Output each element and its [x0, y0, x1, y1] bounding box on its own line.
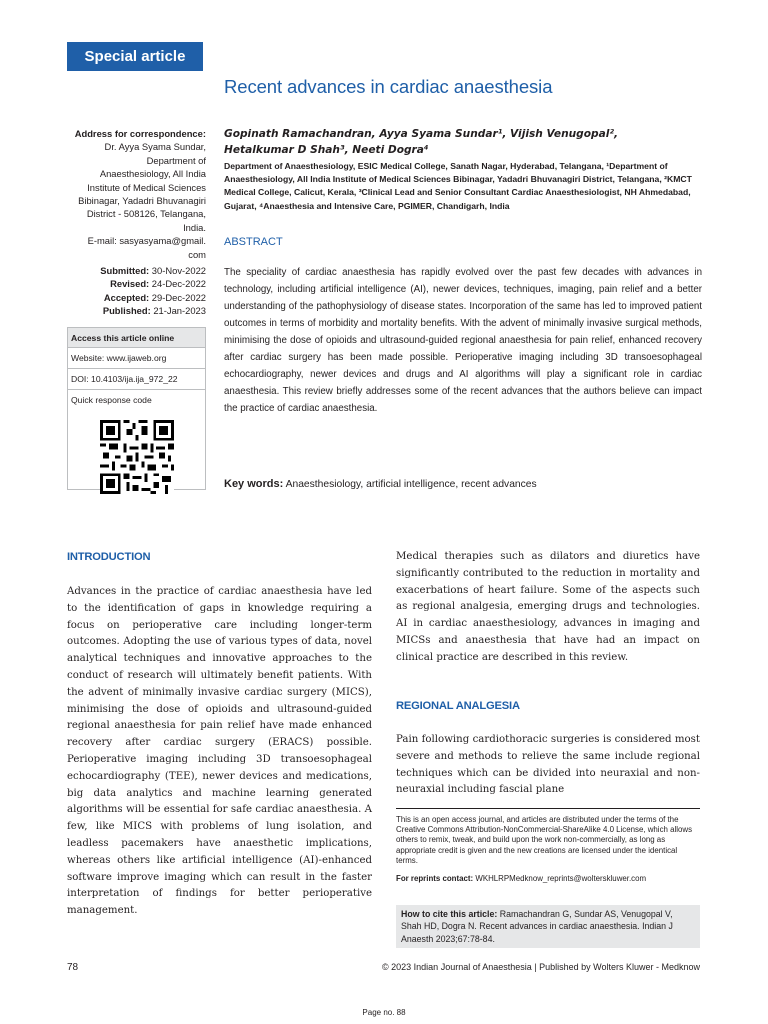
keywords-value: Anaesthesiology, artificial intelligence, recent advances: [285, 479, 537, 490]
author-affiliations: Department of Anaesthesiology, ESIC Medical College, Sanath Nagar, Hyderabad, Telangana, ¹Department of Anaesthesiology, All India Institute of Medical Sciences Bibinagar, Yadadri Bhuvanagiri District, Telangana, ²KMCT Medical College, Calicut, Kerala, ³Clinical Lead and Senior Consultant Cardiac Anaesthesiologist, NH Ahmedabad, Gujarat, ⁴Anaesthesia and Intensive Care, PGIMER, Chandigarh, India: [224, 161, 692, 211]
how-to-cite-box: How to cite this article: Ramachandran G, Sundar AS, Venugopal V, Shah HD, Dogra N. Recent advances in cardiac anaesthesia. Indian J Anaesth 2023;67:78-84.: [396, 905, 700, 948]
correspondence-email[interactable]: E-mail: sasyasyama@gmail.: [87, 235, 206, 247]
page-number-label: Page no. 88: [362, 1008, 406, 1017]
article-dates: Submitted: 30-Nov-2022 Revised: 24-Dec-2022 Accepted: 29-Dec-2022 Published: 21-Jan-2023: [100, 265, 206, 317]
article-type-badge: Special article: [67, 42, 203, 71]
author-list: Gopinath Ramachandran, Ayya Syama Sundar¹, Vijish Venugopal², Hetalkumar D Shah³, Neeti Dogra⁴: [224, 128, 619, 156]
keywords-label: Key words:: [224, 478, 284, 490]
regional-analgesia-heading: REGIONAL ANALGESIA: [396, 700, 520, 712]
qr-code-label: Quick response code: [71, 395, 152, 405]
reprints-email[interactable]: WKHLRPMedknow_reprints@wolterskluwer.com: [475, 874, 647, 884]
regional-analgesia-text: Pain following cardiothoracic surgeries is considered most severe and methods to relieve the same include regional techniques which can be divided into neuraxial and non-neuraxial including fascial plane: [396, 734, 700, 796]
right-column-text: Medical therapies such as dilators and diuretics have significantly contributed to the reduction in mortality and exacerbations of heart failure. Some of the aspects such as regional analgesia, emerging drugs and technologies. AI in cardiac anaesthesiology, advances in imaging and MICSs and anaesthesia that have had an impact on clinical practice are described in this review.: [396, 551, 700, 663]
open-access-notice: This is an open access journal, and articles are distributed under the terms of the Creative Commons Attribution-NonCommercial-ShareAlike 4.0 License, which allows others to remix, tweak, and build upon the work non-commercially, as long as appropriate credit is given and the new creations are licensed under the identical terms. For reprints contact: WKHLRPMedknow_reprints@wolterskluwer.com: [396, 808, 700, 884]
access-article-box: [67, 327, 206, 490]
introduction-text: Advances in the practice of cardiac anaesthesia have led to the identification of gaps in knowledge requiring a focus on perioperative care including longer-term outcomes. Adopting the use of various types of data, novel analytical techniques and innovative approaches to the conduct of research will ultimately benefit patients. With the advent of minimally invasive cardiac surgery (MICS), minimising the dose of opioids and ultrasound-guided regional anaesthesia for pain relief have made enhanced recovery after cardiac surgery (ERACS) possible. Perioperative imaging including 3D transoesophageal echocardiography (TEE), newer devices and medications, big data analytics and machine learning generated algorithms will be essential for safe cardiac anaesthesia. A few, like MICS with problems of lung isolation, and leadless pacemakers have anaesthetic implications, whereas others like artificial intelligence (AI)-enhanced software improve imaging which can result in the faster interpretation of findings for better perioperative management.: [67, 586, 372, 917]
access-box-header: Access this article online: [68, 328, 205, 347]
correspondence-label: Address for correspondence:: [74, 128, 206, 139]
doi-link[interactable]: DOI: 10.4103/ija.ija_972_22: [68, 368, 205, 389]
footer-page-number: 78: [67, 962, 79, 973]
correspondence-address: Address for correspondence: Dr. Ayya Syama Sundar, Department of Anaesthesiology, All India Institute of Medical Sciences Bibinagar, Yadadri Bhuvanagiri District - 508126, Telangana, India. E-mail: sasyasyama@gmail. com: [74, 128, 206, 260]
reprints-contact: For reprints contact: WKHLRPMedknow_reprints@wolterskluwer.com: [396, 874, 647, 884]
qr-code-icon[interactable]: [100, 420, 174, 494]
website-link[interactable]: Website: www.ijaweb.org: [68, 347, 205, 368]
keywords: [224, 478, 537, 490]
article-title: Recent advances in cardiac anaesthesia: [224, 76, 553, 97]
abstract-text: The speciality of cardiac anaesthesia has rapidly evolved over the past few decades with advances in technology, including artificial intelligence (AI), newer devices, techniques, imaging, pain relief and a better understanding of the pathophysiology of disease states. Incorporation of the same has led to improved patient outcomes in terms of morbidity and mortality benefits. With the advent of minimally invasive surgical methods, minimising the dose of opioids and ultrasound-guided regional anaesthesia for pain relief, enhanced recovery after cardiac surgery has been made possible. Perioperative imaging including 3D transoesophageal echocardiography, newer devices and drugs and AI algorithms will play a significant role in cardiac anaesthesia. This review briefly addresses some of the recent advances that the authors believe can impact the practice of cardiac anaesthesia.: [224, 267, 702, 414]
footer-journal: © 2023 Indian Journal of Anaesthesia | Published by Wolters Kluwer - Medknow: [382, 962, 700, 972]
introduction-heading: INTRODUCTION: [67, 551, 151, 563]
abstract-heading: ABSTRACT: [224, 236, 283, 248]
